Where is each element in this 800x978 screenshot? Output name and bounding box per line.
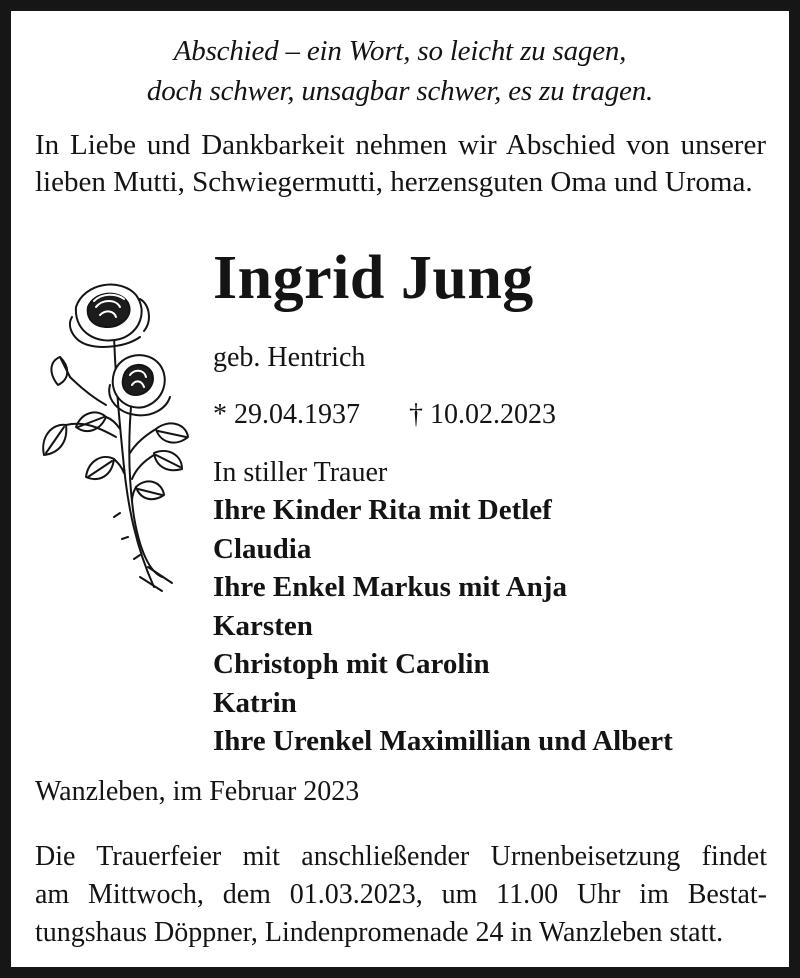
rose-icon [36, 277, 206, 597]
family-member: Ihre Enkel Markus mit Anja [213, 571, 567, 603]
deceased-name: Ingrid Jung [213, 244, 534, 312]
family-member: Ihre Urenkel Maximillian und Albert [213, 725, 673, 757]
family-member: Katrin [213, 686, 297, 719]
funeral-service-info [35, 838, 767, 952]
death-date: † 10.02.2023 [409, 399, 556, 430]
family-member: Ihre Kinder Rita mit Detlef [213, 494, 552, 526]
service-line: am Mittwoch, dem 01.03.2023, um 11.00 Uhr im Bestat- [35, 879, 767, 910]
poem-line-2: doch schwer, unsagbar schwer, es zu tragen. [146, 75, 654, 107]
intro-text: In Liebe und Dankbarkeit nehmen wir Abschied von unserer lieben Mutti, Schwiegermutti, herzensguten Oma und Uroma. [35, 129, 766, 198]
service-line: Die Trauerfeier mit anschließender Urnenbeisetzung findet [35, 841, 767, 872]
mourning-line: In stiller Trauer [213, 457, 388, 488]
family-member: Karsten [213, 609, 313, 642]
family-member: Claudia [213, 532, 312, 565]
poem-line-1: Abschied – ein Wort, so leicht zu sagen, [173, 35, 627, 67]
family-member: Christoph mit Carolin [213, 648, 490, 680]
family-list [213, 491, 673, 761]
place-and-date: Wanzleben, im Februar 2023 [35, 776, 360, 807]
birth-date: * 29.04.1937 [213, 399, 360, 430]
birth-name: geb. Hentrich [213, 342, 366, 373]
service-line: tungshaus Döppner, Lindenpromenade 24 in Wanzleben statt. [35, 917, 724, 948]
